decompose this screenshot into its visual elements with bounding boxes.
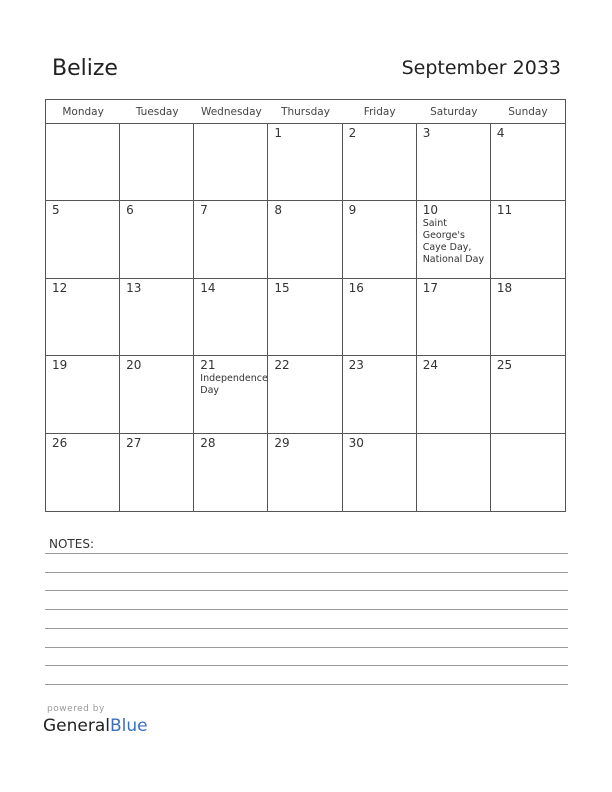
day-number: 26 <box>52 435 68 450</box>
day-number: 11 <box>496 203 513 218</box>
brand-general: General <box>43 716 110 736</box>
day-cell <box>46 201 120 278</box>
day-cell <box>120 201 194 278</box>
day-number: 9 <box>348 203 357 218</box>
day-cell <box>120 279 194 356</box>
day-cell <box>343 124 417 201</box>
day-number: 27 <box>126 435 142 450</box>
weekday-header: Saturday <box>417 100 491 124</box>
day-number: 25 <box>496 358 513 373</box>
day-number: 10 <box>422 203 438 218</box>
day-number: 28 <box>200 435 216 450</box>
weekday-header: Sunday <box>491 100 565 124</box>
notes-line <box>45 590 568 591</box>
weekday-header: Thursday <box>268 100 342 124</box>
day-cell <box>491 356 565 433</box>
day-number: 7 <box>200 203 208 218</box>
day-number: 12 <box>52 280 68 295</box>
day-cell <box>46 434 120 511</box>
day-number: 13 <box>126 280 142 295</box>
day-cell <box>268 356 342 433</box>
day-cell <box>343 279 417 356</box>
day-cell <box>194 434 268 511</box>
holiday-label: Independence Day <box>200 373 268 397</box>
day-number: 23 <box>348 358 364 373</box>
weekday-header: Tuesday <box>120 100 194 124</box>
weekday-header: Friday <box>343 100 417 124</box>
day-cell <box>194 124 268 201</box>
brand-logo <box>43 716 148 736</box>
day-cell <box>46 356 120 433</box>
day-number: 3 <box>422 126 431 140</box>
day-number: 16 <box>348 280 364 295</box>
weekday-header: Monday <box>46 100 120 124</box>
day-cell <box>120 434 194 511</box>
day-cell <box>491 201 565 278</box>
notes-line <box>45 647 568 648</box>
weekday-header: Wednesday <box>194 100 268 124</box>
notes-line <box>45 609 568 610</box>
notes-line <box>45 665 568 666</box>
day-number: 17 <box>422 280 438 295</box>
day-number: 20 <box>126 358 142 373</box>
notes-line <box>45 684 568 685</box>
day-number: 8 <box>274 203 283 218</box>
day-cell <box>268 124 342 201</box>
day-number: 30 <box>348 435 364 450</box>
day-cell <box>194 279 268 356</box>
day-cell <box>194 201 268 278</box>
day-number: 22 <box>274 358 290 373</box>
day-cell <box>343 434 417 511</box>
day-cell <box>343 356 417 433</box>
day-number: 6 <box>126 203 134 218</box>
day-number: 18 <box>496 280 513 295</box>
day-cell <box>46 124 120 201</box>
day-cell <box>491 279 565 356</box>
day-cell <box>417 201 491 278</box>
day-number: 24 <box>422 358 438 373</box>
notes-line <box>45 628 568 629</box>
day-number: 19 <box>52 358 68 373</box>
day-cell <box>417 356 491 433</box>
day-cell <box>194 356 268 433</box>
month-year-title: September 2033 <box>401 57 561 79</box>
day-cell <box>46 279 120 356</box>
day-cell <box>417 279 491 356</box>
day-cell <box>268 434 342 511</box>
day-number: 15 <box>274 280 290 295</box>
day-cell <box>491 434 565 511</box>
day-cell <box>417 124 491 201</box>
day-cell <box>120 356 194 433</box>
day-number: 29 <box>274 435 290 450</box>
day-number: 2 <box>348 126 357 140</box>
brand-blue: Blue <box>110 716 148 736</box>
notes-line <box>45 553 568 554</box>
day-number: 1 <box>274 126 283 140</box>
day-number: 21 <box>200 358 216 373</box>
notes-label: NOTES: <box>49 537 94 551</box>
day-cell <box>268 201 342 278</box>
day-cell <box>417 434 491 511</box>
day-cell <box>120 124 194 201</box>
day-cell <box>343 201 417 278</box>
calendar-grid <box>45 99 566 512</box>
day-number: 4 <box>496 126 505 140</box>
day-number: 5 <box>52 203 60 218</box>
day-cell <box>268 279 342 356</box>
day-number: 14 <box>200 280 216 295</box>
notes-line <box>45 572 568 573</box>
holiday-label: Saint George's Caye Day, National Day <box>422 218 485 266</box>
day-cell <box>491 124 565 201</box>
country-title: Belize <box>52 56 118 81</box>
powered-by-text: powered by <box>47 704 105 714</box>
